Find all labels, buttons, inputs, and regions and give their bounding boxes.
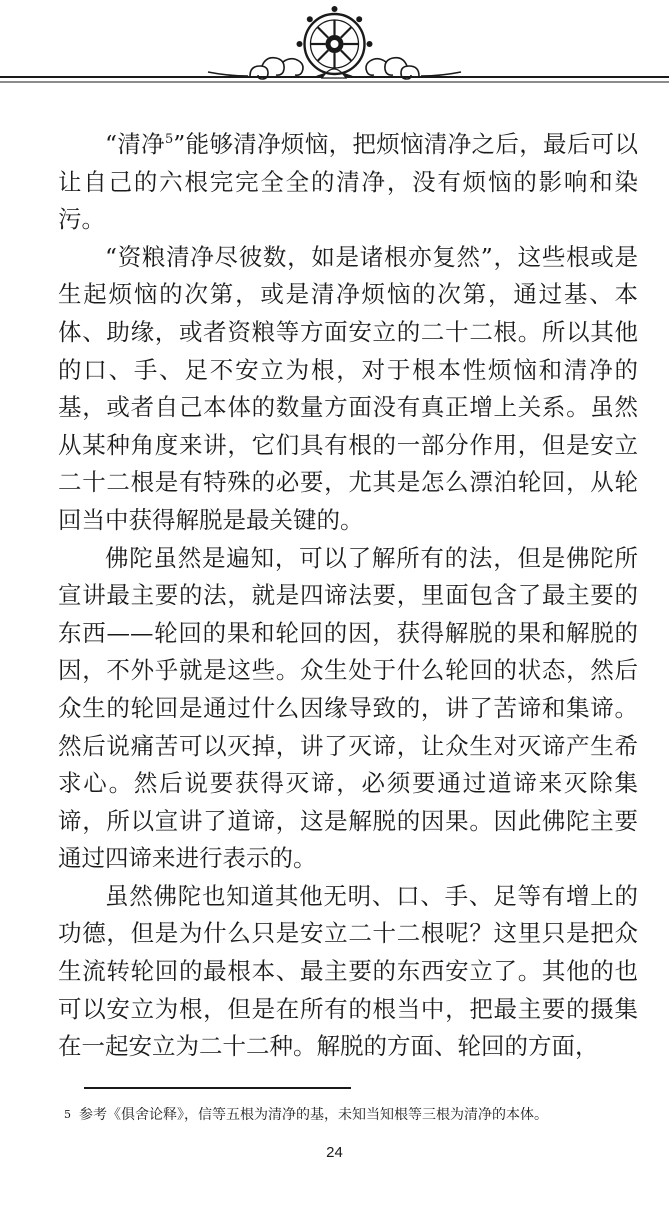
footnote-text: 参考《俱舍论释》，信等五根为清净的基，未知当知根等三根为清净的本体。 (79, 1107, 548, 1123)
body-text (58, 126, 638, 1066)
footnote-marker[interactable]: 5 (165, 132, 174, 148)
header-ornament (0, 0, 669, 100)
cloud-scroll-left-icon (208, 58, 303, 79)
paragraph-1-rest: ”能够清净烦恼，把烦恼清净之后，最后可以让自己的六根完完全全的清净，没有烦恼的影响和染污。 (58, 130, 639, 234)
footnote-divider (84, 1087, 351, 1089)
paragraph-2: “资粮清净尽彼数，如是诸根亦复然”，这些根或是生起烦恼的次第，或是清净烦恼的次第，通过基、本体、助缘，或者资粮等方面安立的二十二根。所以其他的口、手、足不安立为根，对于根本性烦恼和清净的基，或者自己本体的数量方面没有真正增上关系。虽然从某种角度来讲，它们具有根的一部分作用，但是安立二十二根是有特殊的必要，尤其是怎么漂泊轮回，从轮回当中获得解脱是最关键的。 (58, 242, 638, 534)
footnote-number: 5 (64, 1108, 71, 1121)
cloud-scroll-right-icon (366, 58, 461, 79)
page-number: 24 (326, 1144, 343, 1161)
paragraph-4: 虽然佛陀也知道其他无明、口、手、足等有增上的功德，但是为什么只是安立二十二根呢？这里只是把众生流转轮回的最根本、最主要的东西安立了。其他的也可以安立为根，但是在所有的根当中，把最主要的摄集在一起安立为二十二种。解脱的方面、轮回的方面， (58, 881, 638, 1061)
paragraph-1 (58, 126, 638, 239)
paragraph-1-lead: “清净 (105, 130, 165, 158)
dharma-wheel-icon (297, 6, 373, 74)
paragraph-3: 佛陀虽然是遍知，可以了解所有的法，但是佛陀所宣讲最主要的法，就是四谛法要，里面包含了最主要的东西——轮回的果和轮回的因，获得解脱的果和解脱的因，不外乎就是这些。众生处于什么轮回的状态，然后众生的轮回是通过什么因缘导致的，讲了苦谛和集谛。然后说痛苦可以灭掉，讲了灭谛，让众生对灭谛产生希求心。然后说要获得灭谛，必须要通过道谛来灭除集谛，所以宣讲了道谛，这是解脱的因果。因此佛陀主要通过四谛来进行表示的。 (58, 543, 638, 873)
footnote (64, 1105, 654, 1125)
